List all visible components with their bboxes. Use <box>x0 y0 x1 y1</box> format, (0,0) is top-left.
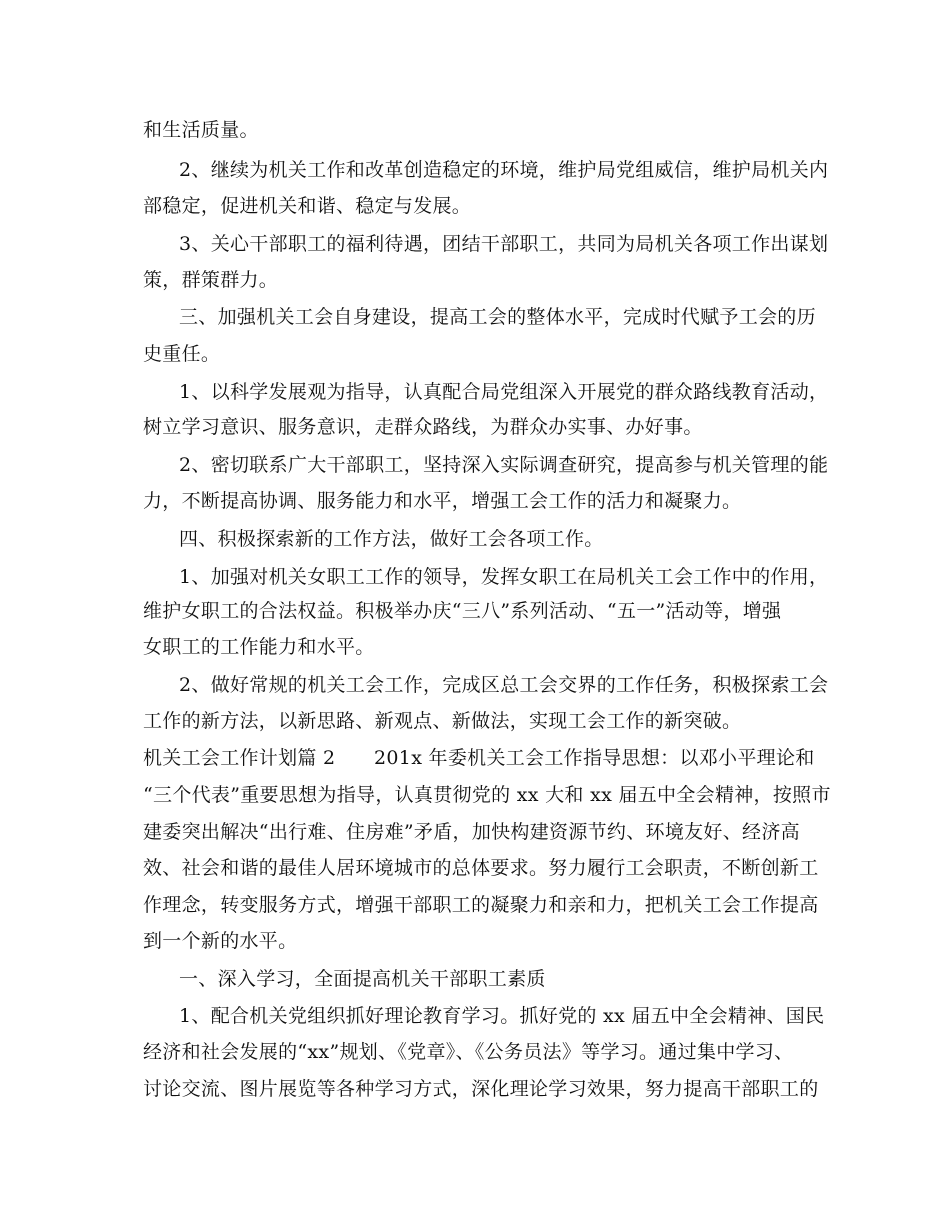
text-line: 机关工会工作计划篇 2 201x 年委机关工会工作指导思想：以邓小平理论和 <box>143 747 815 769</box>
text-line: 讨论交流、图片展览等各种学习方式，深化理论学习效果，努力提高干部职工的 <box>143 1078 819 1100</box>
text-line: 树立学习意识、服务意识，走群众路线，为群众办实事、办好事。 <box>143 416 703 438</box>
text-line: 1、配合机关党组织抓好理论教育学习。抓好党的 xx 届五中全会精神、国民 <box>179 1005 825 1027</box>
text-line: 作理念，转变服务方式，增强干部职工的凝聚力和亲和力，把机关工会工作提高 <box>143 894 819 916</box>
text-line: 力，不断提高协调、服务能力和水平，增强工会工作的活力和凝聚力。 <box>143 490 742 512</box>
text-line: 经济和社会发展的“xx”规划、《党章》、《公务员法》等学习。通过集中学习、 <box>143 1041 794 1063</box>
text-line: 一、深入学习，全面提高机关干部职工素质 <box>179 968 546 990</box>
text-line: 2、做好常规的机关工会工作，完成区总工会交界的工作任务，积极探索工会 <box>179 674 829 696</box>
text-line: 三、加强机关工会自身建设，提高工会的整体水平，完成时代赋予工会的历 <box>179 306 816 328</box>
text-line: 工作的新方法，以新思路、新观点、新做法，实现工会工作的新突破。 <box>143 710 742 732</box>
text-line: 到一个新的水平。 <box>143 930 298 952</box>
text-line: 1、加强对机关女职工工作的领导，发挥女职工在局机关工会工作中的作用， <box>179 566 829 588</box>
text-line: 和生活质量。 <box>143 119 259 141</box>
text-line: 策，群策群力。 <box>143 269 279 291</box>
text-line: 四、积极探索新的工作方法，做好工会各项工作。 <box>179 528 604 550</box>
text-line: 1、以科学发展观为指导，认真配合局党组深入开展党的群众路线教育活动， <box>179 381 829 403</box>
text-line: 史重任。 <box>143 343 221 365</box>
text-line: 维护女职工的合法权益。积极举办庆“三八”系列活动、“五一”活动等，增强 <box>143 600 782 622</box>
text-line: 女职工的工作能力和水平。 <box>143 636 375 658</box>
text-line: 建委突出解决“出行难、住房难”矛盾，加快构建资源节约、环境友好、经济高 <box>143 821 800 843</box>
text-line: 2、密切联系广大干部职工，坚持深入实际调查研究，提高参与机关管理的能 <box>179 454 829 476</box>
text-line: “三个代表”重要思想为指导，认真贯彻党的 xx 大和 xx 届五中全会精神，按照市 <box>143 784 831 806</box>
text-line: 2、继续为机关工作和改革创造稳定的环境，维护局党组威信，维护局机关内 <box>179 159 829 181</box>
text-line: 部稳定，促进机关和谐、稳定与发展。 <box>143 195 472 217</box>
text-line: 效、社会和谐的最佳人居环境城市的总体要求。努力履行工会职责，不断创新工 <box>143 857 819 879</box>
text-line: 3、关心干部职工的福利待遇，团结干部职工，共同为局机关各项工作出谋划 <box>179 233 829 255</box>
